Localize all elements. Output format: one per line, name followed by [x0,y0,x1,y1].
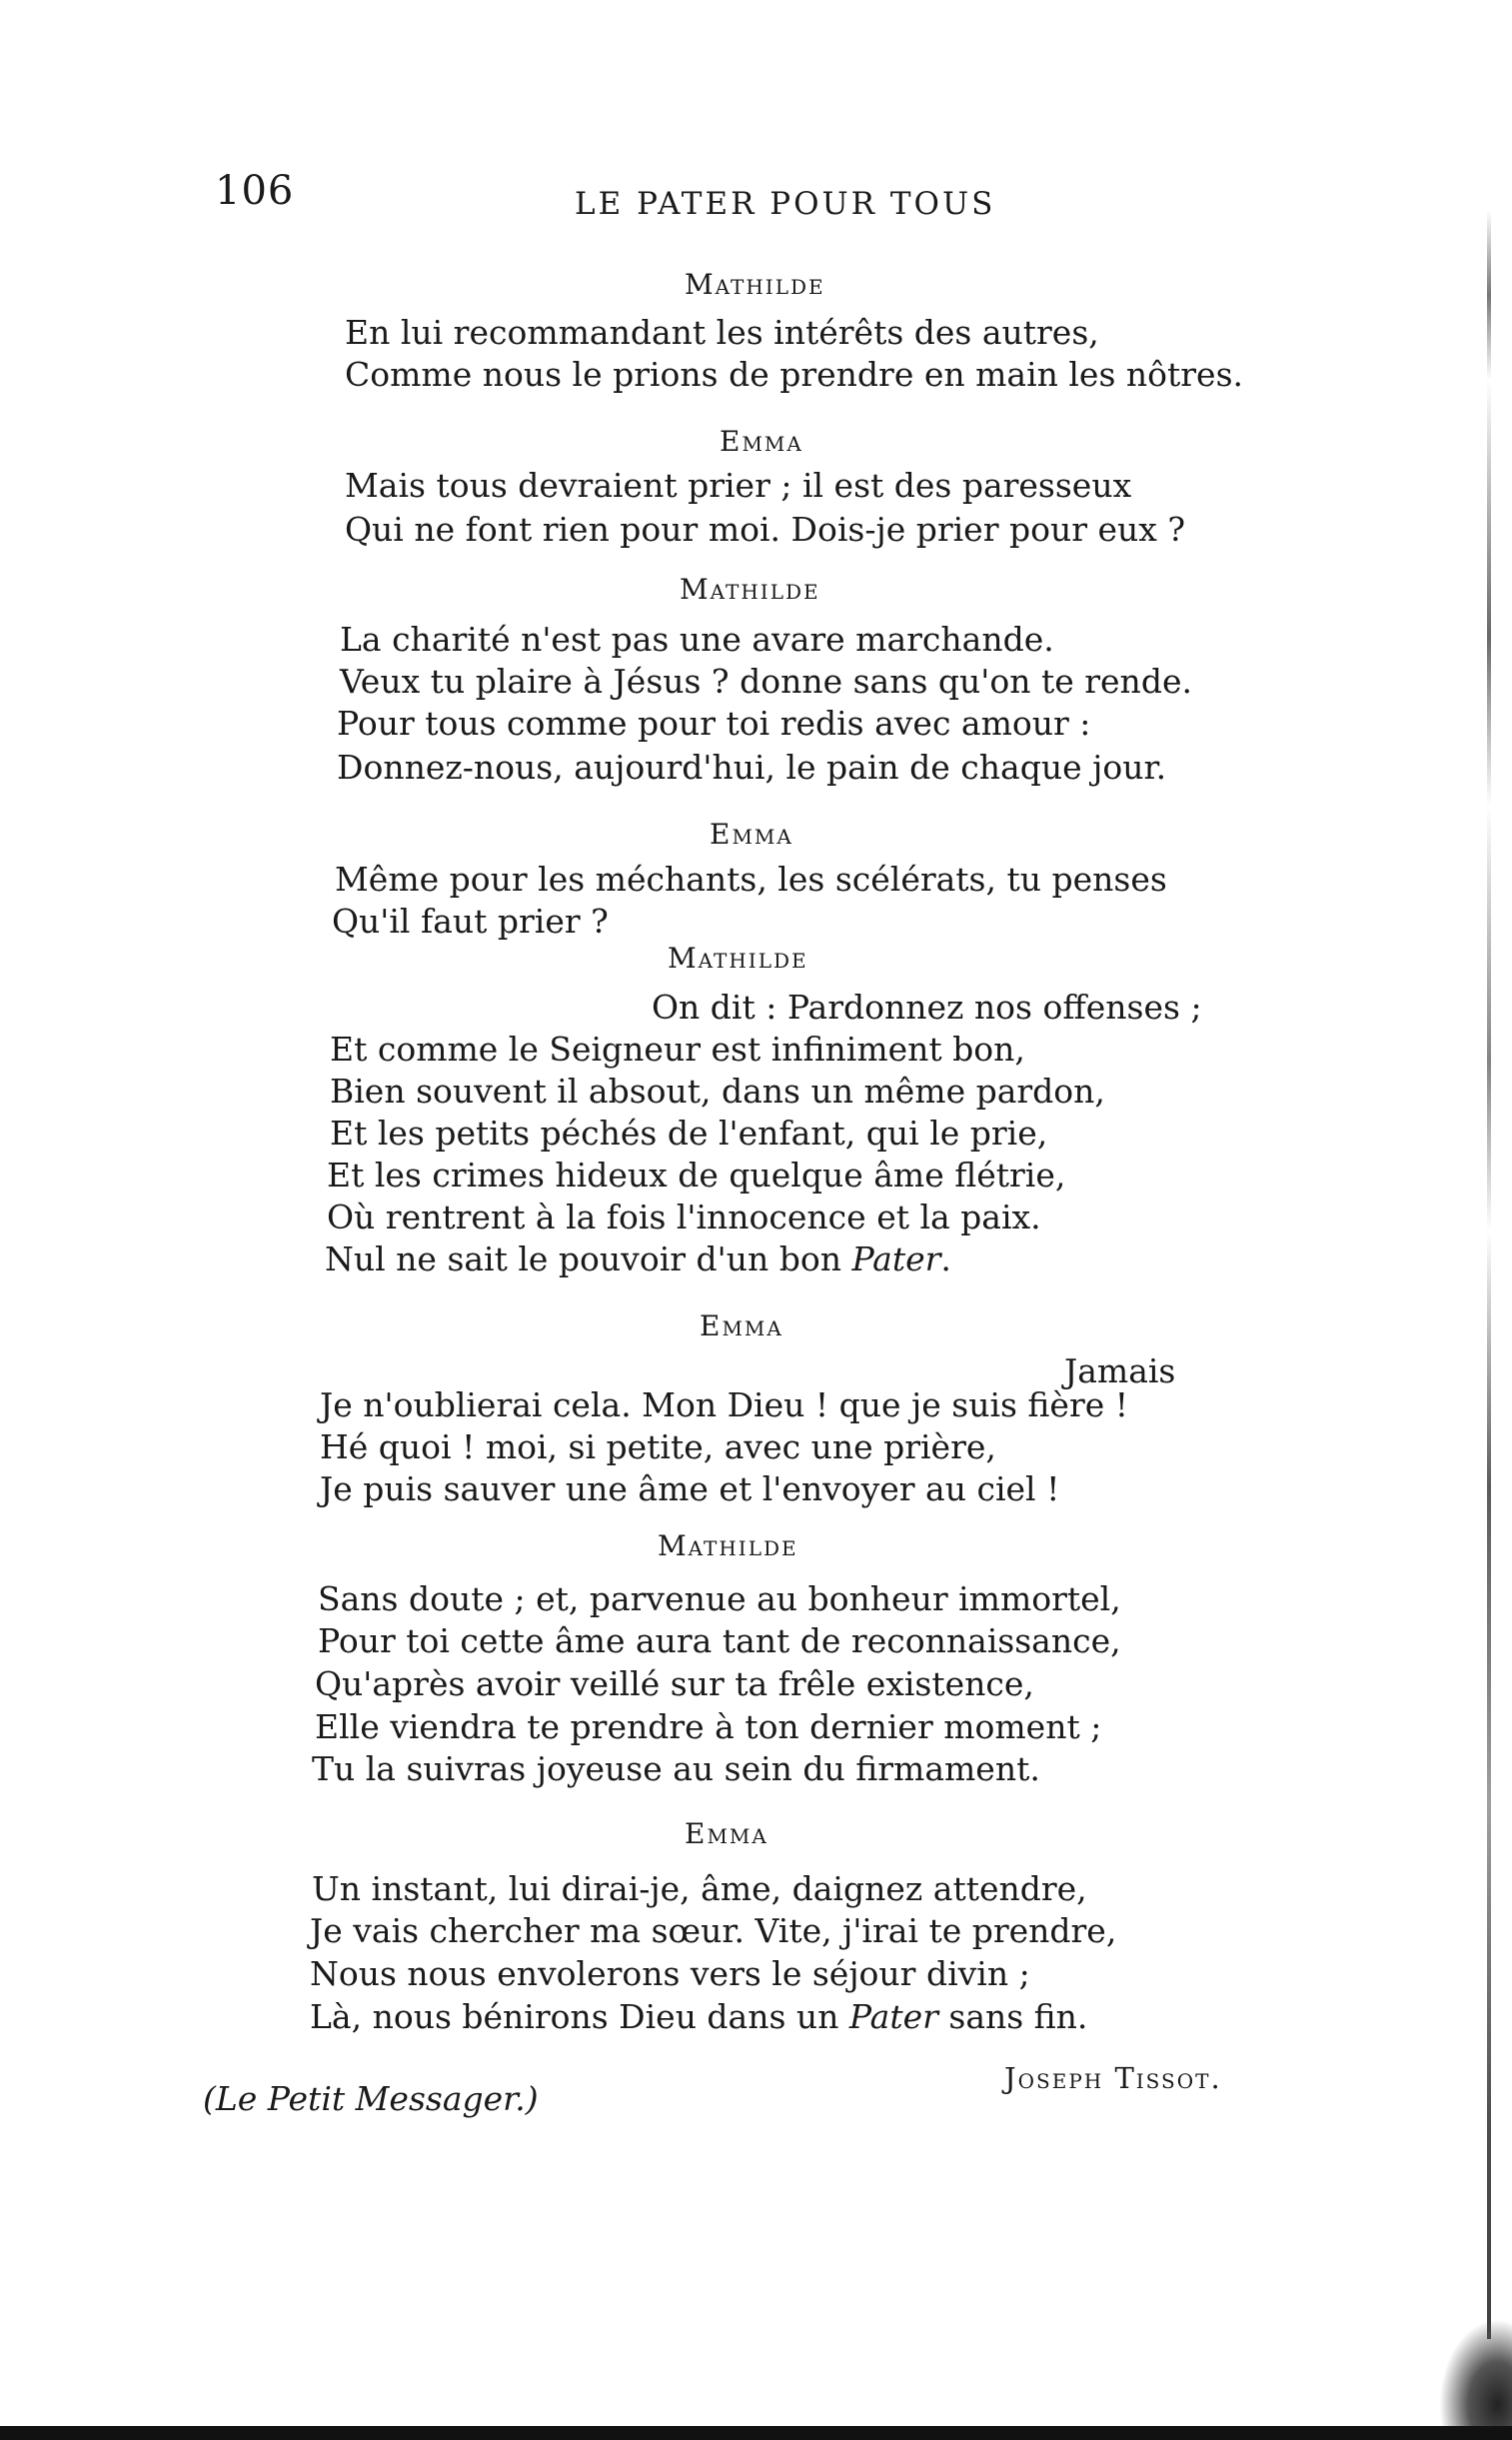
verse-line: Je n'oublierai cela. Mon Dieu ! que je suis fière ! [320,1385,1129,1424]
verse-line: La charité n'est pas une avare marchande. [340,620,1054,659]
verse-line: Bien souvent il absout, dans un même pardon, [330,1072,1105,1111]
verse-line: Sans doute ; et, parvenue au bonheur immortel, [318,1579,1121,1618]
verse-line: Et comme le Seigneur est infiniment bon, [330,1030,1025,1069]
verse-line: Donnez-nous, aujourd'hui, le pain de chaque jour. [337,748,1167,787]
speaker-name: Emma [710,818,793,851]
verse-line: Pour tous comme pour toi redis avec amour : [337,704,1091,743]
verse-line: Elle viendra te prendre à ton dernier moment ; [315,1707,1102,1746]
verse-line: Je puis sauver une âme et l'envoyer au ciel ! [320,1469,1060,1508]
speaker-name: Emma [685,1817,768,1850]
verse-line: Qu'après avoir veillé sur ta frêle existence, [315,1664,1034,1703]
verse-text: sans fin. [937,1997,1088,2036]
verse-text: Nul ne sait le pouvoir d'un bon [325,1239,852,1278]
source-citation: (Le Petit Messager.) [203,2079,539,2118]
verse-line: Je vais chercher ma sœur. Vite, j'irai te prendre, [310,1911,1117,1950]
verse-line: Comme nous le prions de prendre en main les nôtres. [345,355,1243,394]
scan-corner-shadow [1439,2319,1512,2426]
verse-line: Et les crimes hideux de quelque âme flétrie, [327,1156,1066,1195]
verse-line: Jamais [1064,1351,1176,1390]
speaker-name: Emma [700,1309,783,1342]
speaker-name: Emma [720,425,803,458]
running-title: LE PATER POUR TOUS [575,186,996,222]
verse-line: Et les petits péchés de l'enfant, qui le prie, [330,1114,1048,1153]
verse-line: En lui recommandant les intérêts des autres, [345,313,1099,352]
verse-line: Un instant, lui dirai-je, âme, daignez attendre, [312,1869,1087,1908]
pater-word: Pater [848,1997,938,2036]
verse-line: Tu la suivras joyeuse au sein du firmament. [312,1749,1040,1788]
scan-edge-mark [1487,210,1491,2339]
verse-line: On dit : Pardonnez nos offenses ; [652,988,1202,1027]
pater-word: Pater [851,1239,941,1278]
author-signature: Joseph Tissot. [1004,2061,1222,2095]
verse-line: Qui ne font rien pour moi. Dois-je prier pour eux ? [345,510,1186,549]
verse-line: Veux tu plaire à Jésus ? donne sans qu'on te rende. [340,662,1192,701]
verse-line: Mais tous devraient prier ; il est des paresseux [345,466,1132,505]
verse-line: Nous nous envolerons vers le séjour divin ; [310,1954,1030,1993]
speaker-name: Mathilde [685,268,825,301]
verse-line [310,1997,1087,2037]
verse-text: Là, nous bénirons Dieu dans un [310,1997,849,2036]
verse-line: Même pour les méchants, les scélérats, tu penses [335,860,1167,899]
verse-line: Pour toi cette âme aura tant de reconnaissance, [318,1621,1121,1660]
page-number: 106 [215,168,295,214]
verse-line: Hé quoi ! moi, si petite, avec une prière, [320,1427,996,1466]
verse-line [325,1239,951,1279]
verse-line: Où rentrent à la fois l'innocence et la paix. [327,1198,1041,1236]
speaker-name: Mathilde [680,573,820,606]
speaker-name: Mathilde [668,942,808,975]
verse-line: Qu'il faut prier ? [332,902,609,941]
speaker-name: Mathilde [658,1529,798,1562]
scan-bottom-edge [0,2426,1512,2440]
verse-punctuation: . [940,1239,951,1278]
